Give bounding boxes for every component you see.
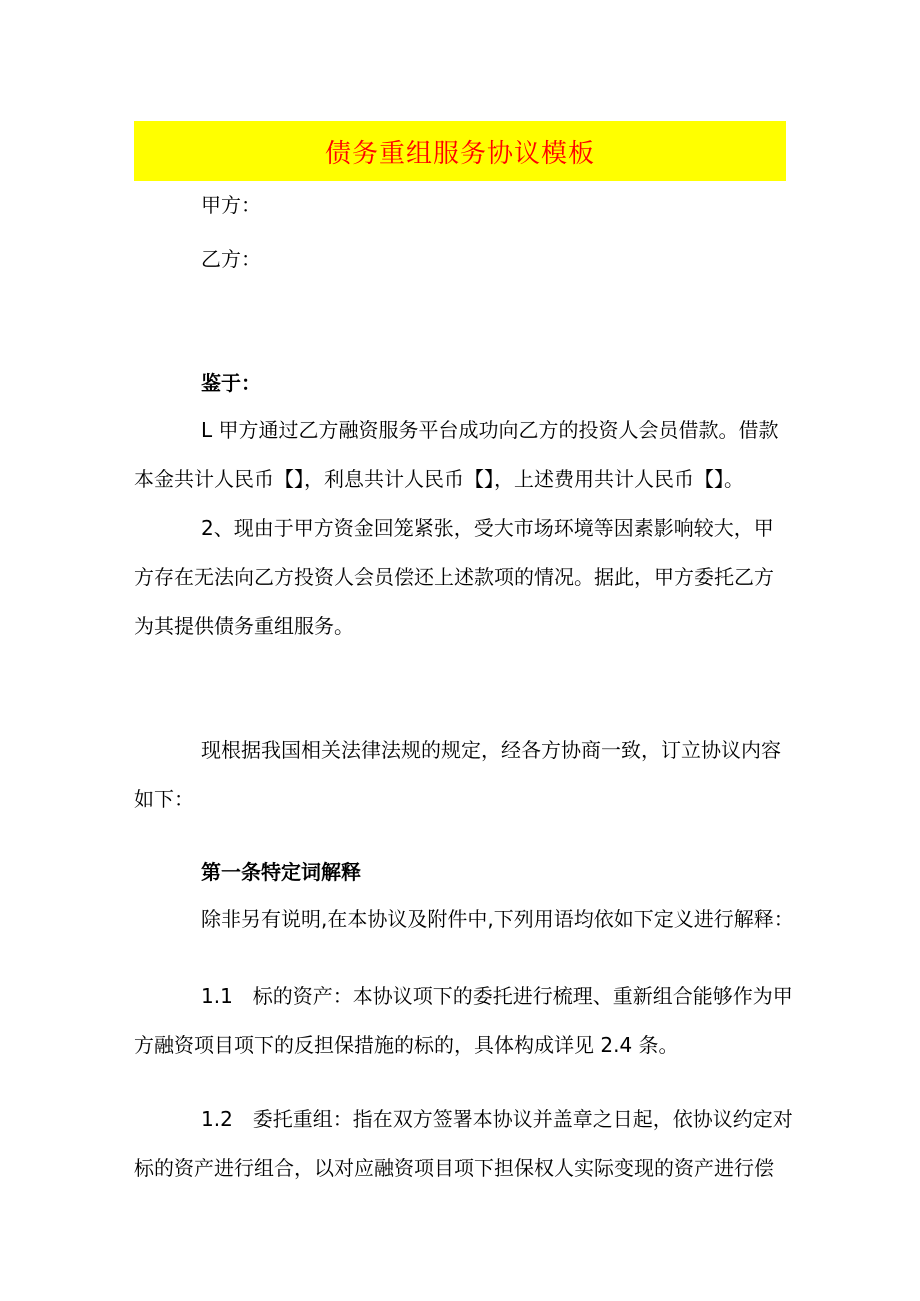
article-1-intro: 除非另有说明,在本协议及附件中,下列用语均依如下定义进行解释： bbox=[201, 907, 794, 931]
party-b-label: 乙方： bbox=[201, 247, 261, 271]
title-banner bbox=[134, 121, 786, 181]
agreement-intro-line-1: 现根据我国相关法律法规的规定，经各方协商一致，订立协议内容 bbox=[201, 738, 781, 762]
agreement-intro-line-2: 如下： bbox=[134, 787, 194, 811]
definition-1-2-line-2: 标的资产进行组合，以对应融资项目项下担保权人实际变现的资产进行偿 bbox=[134, 1156, 774, 1180]
clause-1-line-1: L 甲方通过乙方融资服务平台成功向乙方的投资人会员借款。借款 bbox=[201, 418, 779, 442]
clause-2-line-2: 方存在无法向乙方投资人会员偿还上述款项的情况。据此，甲方委托乙方 bbox=[134, 565, 774, 589]
definition-1-1-line-1: 1.1 标的资产：本协议项下的委托进行梳理、重新组合能够作为甲 bbox=[201, 984, 793, 1008]
clause-2-line-3: 为其提供债务重组服务。 bbox=[134, 614, 354, 638]
definition-1-1-line-2: 方融资项目项下的反担保措施的标的，具体构成详见 2.4 条。 bbox=[134, 1033, 679, 1057]
definition-1-2-line-1: 1.2 委托重组：指在双方签署本协议并盖章之日起，依协议约定对 bbox=[201, 1107, 793, 1131]
clause-2-line-1: 2、现由于甲方资金回笼紧张，受大市场环境等因素影响较大，甲 bbox=[201, 516, 774, 540]
whereas-heading: 鉴于： bbox=[201, 371, 261, 395]
document-title: 债务重组服务协议模板 bbox=[324, 138, 595, 169]
article-1-heading: 第一条特定词解释 bbox=[201, 860, 361, 884]
party-a-label: 甲方： bbox=[201, 193, 261, 217]
clause-1-line-2: 本金共计人民币【】，利息共计人民币【】，上述费用共计人民币【】。 bbox=[134, 467, 744, 491]
